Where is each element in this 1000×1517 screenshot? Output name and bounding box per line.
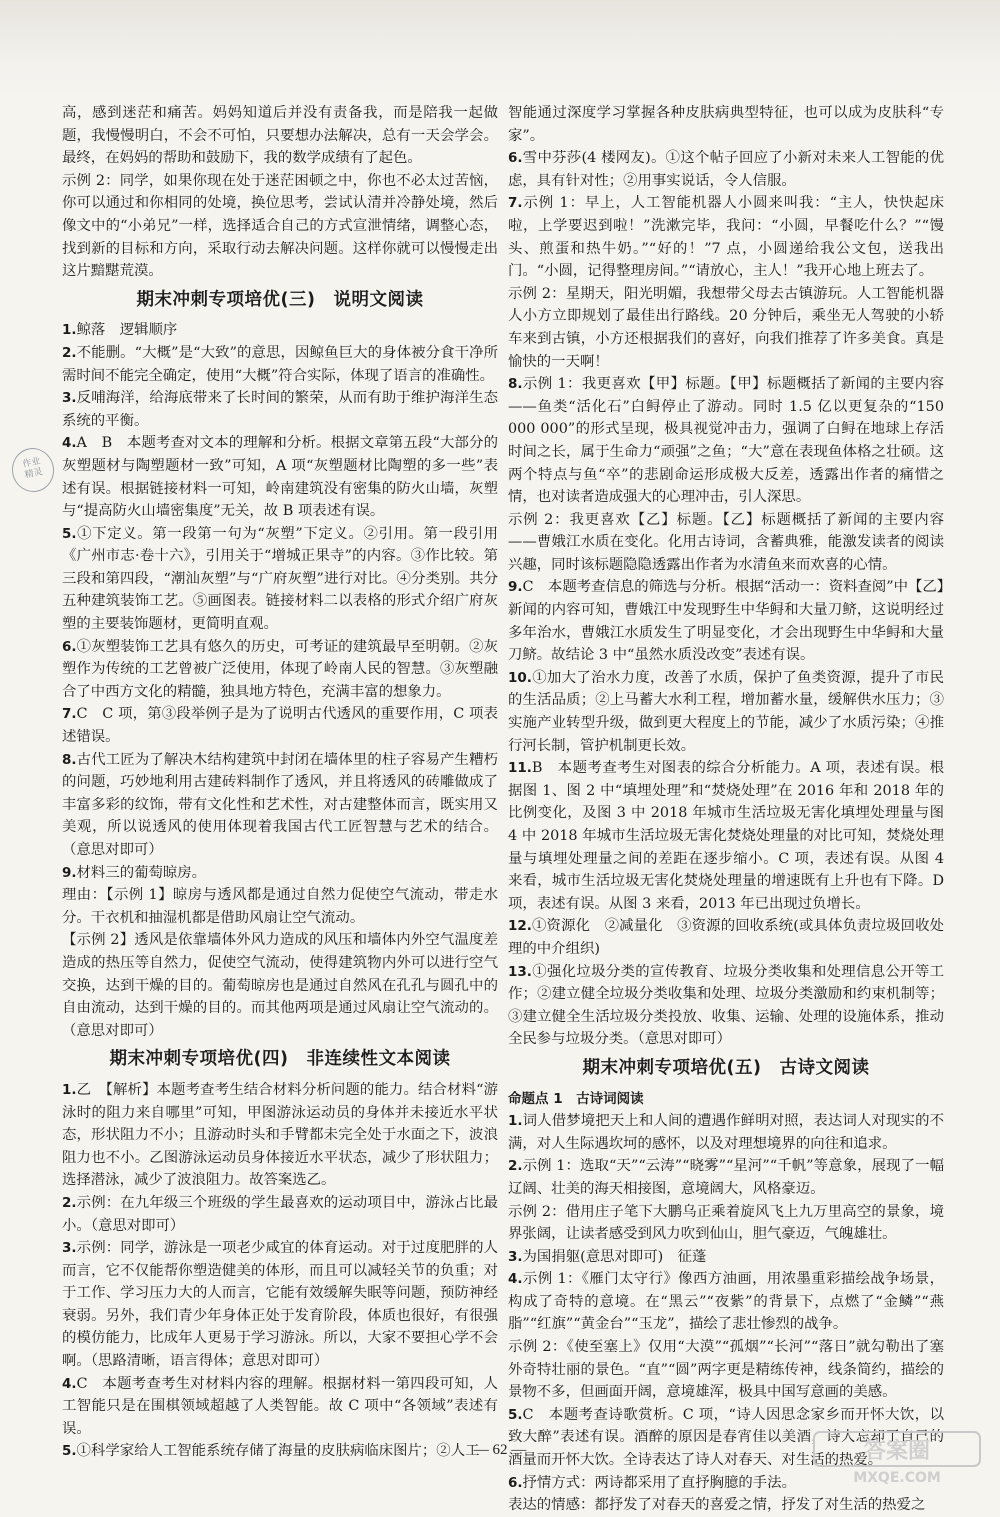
answer-item [62,703,498,748]
answer-item [62,636,498,704]
paragraph: 智能通过深度学习掌握各种皮肤病典型特征，也可以成为皮肤科“专家”。 [508,105,944,144]
answer-item [508,1246,944,1269]
right-intro [508,102,944,147]
svg-text:答案圈: 答案圈 [863,1439,931,1464]
answer-item [508,961,944,1051]
item-number: 12. [508,918,532,935]
item-number: 3. [508,1248,523,1265]
item-number: 6. [508,150,523,167]
paragraph: 高，感到迷茫和痛苦。妈妈知道后并没有责备我，而是陪我一起做题，我慢慢明白，不会不可怕，只要想办法解决，总有一天会学会。最终，在妈妈的帮助和鼓励下，我的数学成绩有了起色。 [62,105,498,167]
item-number: 5. [508,1406,523,1423]
item-text: 材料三的葡萄晾房。 [76,864,207,881]
section-4-list [62,1079,498,1463]
answer-item [62,523,498,636]
item-number: 3. [62,1240,77,1257]
item-text: 示例 1：我更喜欢【甲】标题。【甲】标题概括了新闻的主要内容——鱼类“活化石”白鲟停止了游动。同时 1.5 亿以更复杂的“150 000 000”的形式呈现，极具视觉冲击力，强调了白鲟在地球上存活时间之长，属于生命力“顽强”之鱼；“大”意在表现鱼体格之壮硕。这两个特点与鱼“卒”的悲剧命运形成极大反差，透露出作者的痛惜之情，也对读者造成强大的心理冲击，引人深思。 [508,376,944,506]
section-3-list [62,319,498,1042]
item-text: 乙 【解析】本题考查考生结合材料分析问题的能力。结合材料“游泳时的阻力来自哪里”可知，甲图游泳运动员的身体并未接近水平状态，形状阻力不小；且游动时头和手臂都未完全处于水面之下，波浪阻力也不小。乙图游泳运动员身体接近水平状态，减少了形状阻力；选择潜泳，减少了波浪阻力。故答案选乙。 [62,1081,498,1189]
answer-item [62,1079,498,1192]
answer-item [508,1268,944,1336]
item-text: B 本题考查考生对图表的综合分析能力。A 项，表述有误。根据图 1、图 2 中“填埋处理”和“焚烧处理”在 2016 年和 2018 年的比例变化，及图 3 中 2018 年城市生活垃圾无害化填埋处理量与图 4 中 2018 年城市生活垃圾无害化焚烧处理量的对比可知，焚烧处理量与填埋处理量之间的差距在逐步缩小。C 项，表述有误。从图 4 来看，城市生活垃圾无害化焚烧处理量的增速既有上升也有下降。D 项，表述有误。从图 3 来看，2013 年已出现过负增长。 [508,760,944,912]
item-text: 为国捐躯(意思对即可) 征蓬 [522,1248,707,1265]
answer-item [62,1237,498,1373]
item-number: 2. [62,344,77,361]
section-title-3: 期末冲刺专项培优(三) 说明文阅读 [136,289,424,310]
item-text: C 本题考查信息的筛选与分析。根据“活动一：资料查阅”中【乙】新闻的内容可知，曹娥江中发现野生中华鲟和大量刀鲚，这说明经过多年治水，曹娥江水质发生了明显变化，才会出现野生中华鲟和大量刀鲚。故结论 3 中“虽然水质没改变”表述有误。 [508,579,944,664]
item-number: 1. [62,1081,77,1098]
item-number: 3. [62,390,77,407]
item-text: 古代工匠为了解决木结构建筑中封闭在墙体里的柱子容易产生糟朽的问题，巧妙地利用古建砖料制作了透风，并且将透风的砖雕做成了丰富多彩的纹饰，带有文化性和艺术性，对古建整体而言，既实用又美观，所以说透风的使用体现着我国古代工匠智慧与艺术的结合。（意思对即可） [62,751,498,858]
answer-item [62,432,498,522]
item-text: 示例 1：选取“天”“云涛”“晓雾”“星河”“千帆”等意象，展现了一幅辽阔、壮美的海天相接图，意境阔大，风格豪迈。 [508,1158,944,1197]
item-number: 1. [62,322,77,339]
item-text: 理由：【示例 1】晾房与透风都是通过自然力促使空气流动，带走水分。干衣机和抽湿机都是借助风扇让空气流动。 [62,887,498,926]
item-text: C 本题考查诗歌赏析。C 项，“诗人因思念家乡而开怀大饮，以致大醉”表述有误。酒醉的原因是春宵佳以美酒，诗人忘却了自己的酒量而开怀大饮。全诗表达了诗人对春天、对生活的热爱。 [508,1406,944,1469]
item-text: A B 本题考查对文本的理解和分析。根据文章第五段“大部分的灰塑题材与陶塑题材一致”可知，A 项“灰塑题材比陶塑的多一些”表述有误。根据链接材料一可知，岭南建筑没有密集的防火山墙，灰塑与“提高防火山墙密集度”无关，故 B 项表述有误。 [62,435,498,520]
answer-item [62,884,498,929]
item-text: 示例 2：星期天，阳光明媚，我想带父母去古镇游玩。人工智能机器人小方立即规划了最佳出行路线。20 分钟后，乘坐无人驾驶的小轿车来到古镇，小方还根据我们的喜好，向我们推荐了许多美食。真是愉快的一天啊！ [508,285,944,370]
right-column [508,102,944,1517]
item-number: 5. [62,525,77,542]
answer-item [508,147,944,192]
answer-item [508,1110,944,1155]
page-number: — 62 — [473,1442,527,1458]
item-text: 词人借梦境把天上和人间的遭遇作鲜明对照，表达词人对现实的不满，对人生际遇坎坷的感怀，以及对理想境界的向往和追求。 [508,1113,944,1152]
item-number: 10. [508,669,532,686]
item-text: 示例 2：借用庄子笔下大鹏乌正乘着旋风飞上九万里高空的景象，境界张阔，让读者感受到风力吹到仙山，胆气豪迈，气魄雄壮。 [508,1203,944,1243]
answer-item [62,1192,498,1237]
item-text: 雪中芬莎(4 楼网友)。①这个帖子回应了小新对未来人工智能的优虑，具有针对性；②用事实说话，令人信服。 [508,150,944,189]
answer-item [508,1201,944,1246]
answer-item [62,929,498,1042]
answer-item [62,342,498,387]
answer-item [508,1494,944,1517]
item-text: C 本题考查考生对材料内容的理解。根据材料一第四段可知，人工智能只是在围棋领域超越了人类智能。故 C 项中“各领域”表述有误。 [62,1375,498,1437]
svg-text:MXQE.COM: MXQE.COM [853,1470,941,1486]
stamp-word: 精灵 [23,467,44,481]
item-text: 鲸落 逻辑顺序 [76,322,178,339]
item-number: 2. [62,1194,77,1211]
item-text: ①资源化 ②减量化 ③资源的回收系统(或具体负责垃圾回收处理的中介组织) [508,918,944,957]
item-text: ①强化垃圾分类的宣传教育、垃圾分类收集和处理信息公开等工作；②建立健全垃圾分类收集和处理、垃圾分类激励和约束机制等；③建立健全生活垃圾分类投放、收集、运输、处理的设施体系，推动全民参与垃圾分类。（意思对即可） [508,963,944,1048]
item-text: C C 项，第③段举例子是为了说明古代透风的重要作用，C 项表述错误。 [62,706,498,746]
section-title-5: 期末冲刺专项培优(五) 古诗文阅读 [582,1057,870,1078]
paragraph: 示例 2：同学，如果你现在处于迷茫困顿之中，你也不必太过苦恼，你可以通过和你相同的处境，换位思考，尝试认清并冷静处境，然后像文中的“小弟兄”一样，选择适合自己的方式宣泄情绪，调整心态，找到新的目标和方向，采取行动去解决问题。这样你就可以慢慢走出这片黯黮荒漠。 [62,172,498,280]
answer-item [508,757,944,915]
item-text: ①科学家给人工智能系统存储了海量的皮肤病临床图片；②人工 [76,1443,480,1460]
item-text: 表达的情感：都抒发了对春天的喜爱之情，抒发了对生活的热爱之 [508,1497,926,1514]
item-number: 6. [508,1474,523,1491]
item-number: 9. [508,579,523,596]
item-number: 11. [508,760,532,777]
answer-item [62,319,498,342]
answer-item [62,749,498,862]
answer-item [508,192,944,282]
section-5-subhead: 命题点 1 古诗词阅读 [508,1090,644,1107]
item-number: 8. [62,751,77,768]
item-text: 示例 1：早上，人工智能机器人小圆来叫我：“主人，快快起床啦，上学要迟到啦！”洗漱完毕，我问：“小圆，早餐吃什么？”“馒头、煎蛋和热牛奶。”“好的！”7 点，小圆递给我公文包，送我出门。“小圆，记得整理房间。”“请放心，主人！”我开心地上班去了。 [508,195,944,280]
answer-item [62,387,498,432]
item-text: ①下定义。第一段第一句为“灰塑”下定义。②引用。第一段引用《广州市志·卷十六》，引用关于“增城正果寺”的内容。③作比较。第三段和第四段，“潮汕灰塑”与“广府灰塑”进行对比。④分类别。共分五种建筑装饰工艺。⑤画图表。链接材料二以表格的形式介绍广府灰塑的主要装饰题材，更简明直观。 [62,525,498,633]
left-column [62,102,498,1463]
answer-item [508,1336,944,1404]
page-top-shadow [0,0,1000,100]
stamp-mark [8,444,58,496]
item-number: 8. [508,376,523,393]
answer-item [62,1373,498,1441]
item-text: 示例：同学，游泳是一项老少咸宜的体育运动。对于过度肥胖的人而言，它不仅能帮你塑造健美的体形，而且可以减轻关节的负重；对于工作、学习压力大的人而言，它能有效缓解失眠等问题，预防神经衰弱。另外，我们青少年身体正处于发育阶段，体质也很好，有很强的模仿能力，比成年人更易于学习游泳。所以，大家不要担心学不会啊。（思路清晰，语言得体；意思对即可） [62,1240,498,1370]
answer-item [508,667,944,757]
item-number: 13. [508,963,532,980]
item-number: 4. [62,1375,77,1392]
item-text: 【示例 2】透风是依靠墙体外风力造成的风压和墙体内外空气温度差造成的热压等自然力，促使空气流动，使得建筑物内外可以进行空气交换，达到干燥的目的。葡萄晾房也是通过自然风在孔孔与圆孔中的自由流动，达到干燥的目的。而其他两项是通过风扇让空气流动的。（意思对即可） [62,932,498,1039]
section-4-list-continued [508,147,944,1051]
item-text: ①灰塑装饰工艺具有悠久的历史，可考证的建筑最早至明朝。②灰塑作为传统的工艺曾被广泛使用，体现了岭南人民的智慧。③灰塑融合了中西方文化的精髓，独具地方特色，充满丰富的想象力。 [62,638,498,700]
item-text: 不能删。“大概”是“大致”的意思，因鲸鱼巨大的身体被分食干净所需时间不能完全确定，使用“大概”符合实际，体现了语言的准确性。 [62,344,498,384]
stamp-word: 作业 [21,456,42,470]
item-text: 抒情方式：两诗都采用了直抒胸臆的手法。 [522,1474,796,1491]
answer-item [508,283,944,373]
item-text: ①加大了治水力度，改善了水质，保护了鱼类资源，提升了市民的生活品质；②上马蓄大水利工程，增加蓄水量，缓解供水压力；③实施产业转型升级，做到更大程度上的节能，减少了水质污染；④推行河长制，管护机制更长效。 [508,669,944,754]
answer-item [62,862,498,885]
item-number: 9. [62,864,77,881]
left-intro [62,102,498,283]
answer-item [508,915,944,960]
item-text: 示例 2：我更喜欢【乙】标题。【乙】标题概括了新闻的主要内容——曹娥江水质在变化。化用古诗词，含蓄典雅，能激发读者的阅读兴趣，同时该标题隐隐透露出作者为水清鱼来而欢喜的心情。 [508,511,944,573]
item-text: 反哺海洋，给海底带来了长时间的繁荣，从而有助于维护海洋生态系统的平衡。 [62,390,498,429]
answer-item [508,576,944,666]
item-number: 5. [62,1443,77,1460]
answer-item [508,509,944,577]
item-number: 4. [62,435,77,452]
item-number: 7. [62,706,77,723]
item-number: 4. [508,1271,523,1288]
watermark-logo [812,1428,982,1486]
item-text: 示例：在九年级三个班级的学生最喜欢的运动项目中，游泳占比最小。（意思对即可） [62,1194,498,1234]
item-text: 示例 2：《使至塞上》仅用“大漠”“孤烟”“长河”“落日”就勾勒出了塞外奇特壮丽的景色。“直”“圆”两字更是精练传神，线条简约，描绘的景物不多，但画面开阔，意境雄浑，极具中国写意画的美感。 [508,1339,944,1401]
item-number: 7. [508,195,523,212]
section-title-4: 期末冲刺专项培优(四) 非连续性文本阅读 [109,1049,451,1070]
item-number: 6. [62,638,77,655]
item-text: 示例 1：《雁门太守行》像西方油画，用浓墨重彩描绘战争场景，构成了奇特的意境。在“黑云”“夜紫”的背景下，点燃了“金鳞”“燕脂”“红旗”“黄金台”“玉龙”，描绘了悲壮惨烈的战争。 [508,1271,944,1333]
item-number: 2. [508,1158,523,1175]
answer-item [508,1155,944,1200]
answer-item [508,373,944,509]
item-number: 1. [508,1113,523,1130]
